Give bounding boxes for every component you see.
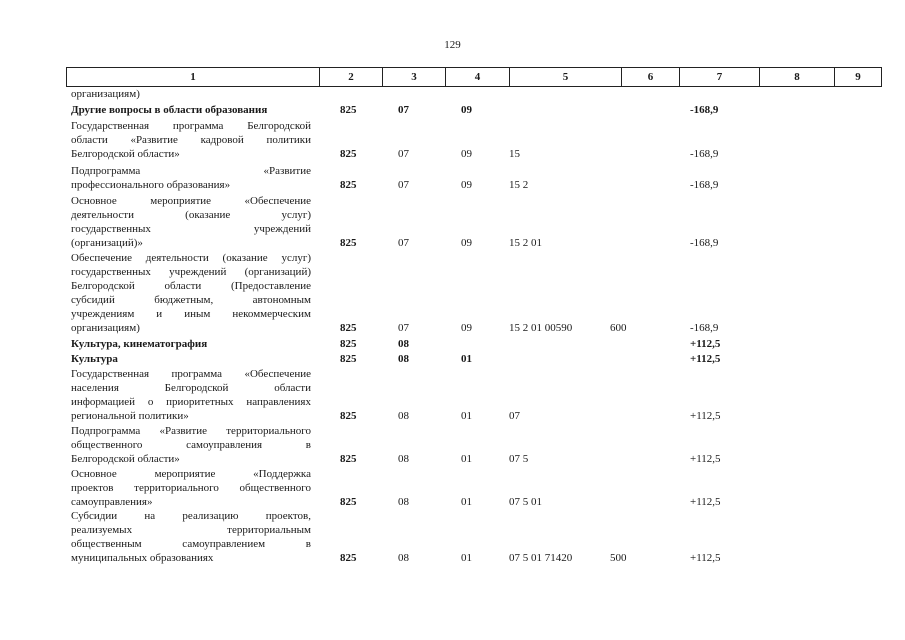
col-4-value: 01 — [461, 453, 472, 465]
col-7-value: +112,5 — [690, 410, 721, 422]
col-4-value: 09 — [461, 104, 472, 116]
col-7-value: -168,9 — [690, 148, 719, 160]
row-description-line: государственных учреждений (организаций) — [71, 266, 311, 278]
col-3-value: 08 — [398, 410, 409, 422]
column-header: 2 — [320, 68, 383, 87]
col-2-value: 825 — [340, 179, 357, 191]
col-2-value: 825 — [340, 322, 357, 334]
row-description — [71, 509, 311, 565]
row-description-line: общественным самоуправлением в — [71, 538, 311, 550]
col-4-value: 09 — [461, 179, 472, 191]
row-description-line: Культура — [71, 353, 118, 365]
col-7-value: +112,5 — [690, 353, 721, 365]
row-description-line: деятельности (оказание услуг) — [71, 209, 311, 221]
column-header: 6 — [622, 68, 680, 87]
col-4-value: 01 — [461, 496, 472, 508]
column-header: 7 — [680, 68, 760, 87]
col-2-value: 825 — [340, 496, 357, 508]
row-description-line: Белгородской области (Предоставление — [71, 280, 311, 292]
col-4-value: 01 — [461, 353, 472, 365]
col-7-value: +112,5 — [690, 338, 721, 350]
col-2-value: 825 — [340, 552, 357, 564]
col-5-value: 15 — [509, 148, 520, 160]
row-description-line: населения Белгородской области — [71, 382, 311, 394]
row-description-line: Подпрограмма «Развитие территориального — [71, 425, 311, 437]
row-description — [71, 194, 311, 250]
col-6-value: 600 — [610, 322, 627, 334]
col-3-value: 08 — [398, 552, 409, 564]
row-description-line: Основное мероприятие «Обеспечение — [71, 195, 311, 207]
row-description-line: Белгородской области» — [71, 148, 180, 160]
col-2-value: 825 — [340, 453, 357, 465]
col-5-value: 15 2 01 00590 — [509, 322, 573, 334]
col-3-value: 08 — [398, 353, 409, 365]
row-description — [71, 119, 311, 161]
row-description-line: Государственная программа «Обеспечение — [71, 368, 311, 380]
col-6-value: 500 — [610, 552, 627, 564]
col-5-value: 07 5 01 — [509, 496, 542, 508]
column-header: 9 — [835, 68, 882, 87]
col-2-value: 825 — [340, 338, 357, 350]
row-description-line: учреждениям и иным некоммерческим — [71, 308, 311, 320]
row-description-line: Другие вопросы в области образования — [71, 104, 268, 116]
row-description — [71, 467, 311, 509]
continuation-text: организациям) — [71, 88, 140, 100]
row-description-line: Государственная программа Белгородской — [71, 120, 311, 132]
col-3-value: 07 — [398, 104, 409, 116]
col-3-value: 08 — [398, 453, 409, 465]
row-description-line: самоуправления» — [71, 496, 153, 508]
column-header: 8 — [760, 68, 835, 87]
col-2-value: 825 — [340, 237, 357, 249]
col-5-value: 15 2 01 — [509, 237, 542, 249]
col-7-value: -168,9 — [690, 104, 719, 116]
column-header: 1 — [67, 68, 320, 87]
col-7-value: -168,9 — [690, 179, 719, 191]
col-2-value: 825 — [340, 353, 357, 365]
col-7-value: -168,9 — [690, 237, 719, 249]
col-7-value: -168,9 — [690, 322, 719, 334]
col-3-value: 08 — [398, 338, 409, 350]
row-description — [71, 352, 311, 366]
col-3-value: 07 — [398, 148, 409, 160]
col-4-value: 09 — [461, 322, 472, 334]
column-header: 4 — [446, 68, 510, 87]
row-description-line: муниципальных образованиях — [71, 552, 214, 564]
col-3-value: 07 — [398, 322, 409, 334]
col-3-value: 07 — [398, 179, 409, 191]
row-description — [71, 367, 311, 423]
row-description-line: Белгородской области» — [71, 453, 180, 465]
col-5-value: 15 2 — [509, 179, 529, 191]
row-description-line: области «Развитие кадровой политики — [71, 134, 311, 146]
row-description — [71, 337, 311, 351]
col-4-value: 01 — [461, 552, 472, 564]
row-description-line: региональной политики» — [71, 410, 189, 422]
column-header: 3 — [383, 68, 446, 87]
col-4-value: 01 — [461, 410, 472, 422]
col-4-value: 09 — [461, 237, 472, 249]
col-5-value: 07 5 01 71420 — [509, 552, 573, 564]
col-7-value: +112,5 — [690, 552, 721, 564]
row-description-line: Субсидии на реализацию проектов, — [71, 510, 311, 522]
row-description-line: общественного самоуправления в — [71, 439, 311, 451]
col-5-value: 07 — [509, 410, 520, 422]
row-description-line: (организаций)» — [71, 237, 143, 249]
col-2-value: 825 — [340, 148, 357, 160]
row-description-line: Подпрограмма «Развитие — [71, 165, 311, 177]
row-description — [71, 251, 311, 335]
col-3-value: 07 — [398, 237, 409, 249]
column-header-row — [66, 67, 882, 87]
col-3-value: 08 — [398, 496, 409, 508]
row-description-line: субсидий бюджетным, автономным — [71, 294, 311, 306]
col-2-value: 825 — [340, 104, 357, 116]
row-description-line: Обеспечение деятельности (оказание услуг) — [71, 252, 311, 264]
row-description-line: реализуемых территориальным — [71, 524, 311, 536]
row-description-line: организациям) — [71, 322, 140, 334]
row-description — [71, 103, 311, 117]
row-description — [71, 424, 311, 466]
page-number: 129 — [444, 39, 461, 51]
column-header: 5 — [510, 68, 622, 87]
row-description — [71, 164, 311, 192]
col-7-value: +112,5 — [690, 453, 721, 465]
col-2-value: 825 — [340, 410, 357, 422]
row-description-line: Культура, кинематография — [71, 338, 208, 350]
col-4-value: 09 — [461, 148, 472, 160]
row-description-line: информацией о приоритетных направлениях — [71, 396, 311, 408]
col-5-value: 07 5 — [509, 453, 529, 465]
row-description-line: Основное мероприятие «Поддержка — [71, 468, 311, 480]
row-description-line: государственных учреждений — [71, 223, 311, 235]
row-description-line: профессионального образования» — [71, 179, 231, 191]
row-description-line: проектов территориального общественного — [71, 482, 311, 494]
col-7-value: +112,5 — [690, 496, 721, 508]
